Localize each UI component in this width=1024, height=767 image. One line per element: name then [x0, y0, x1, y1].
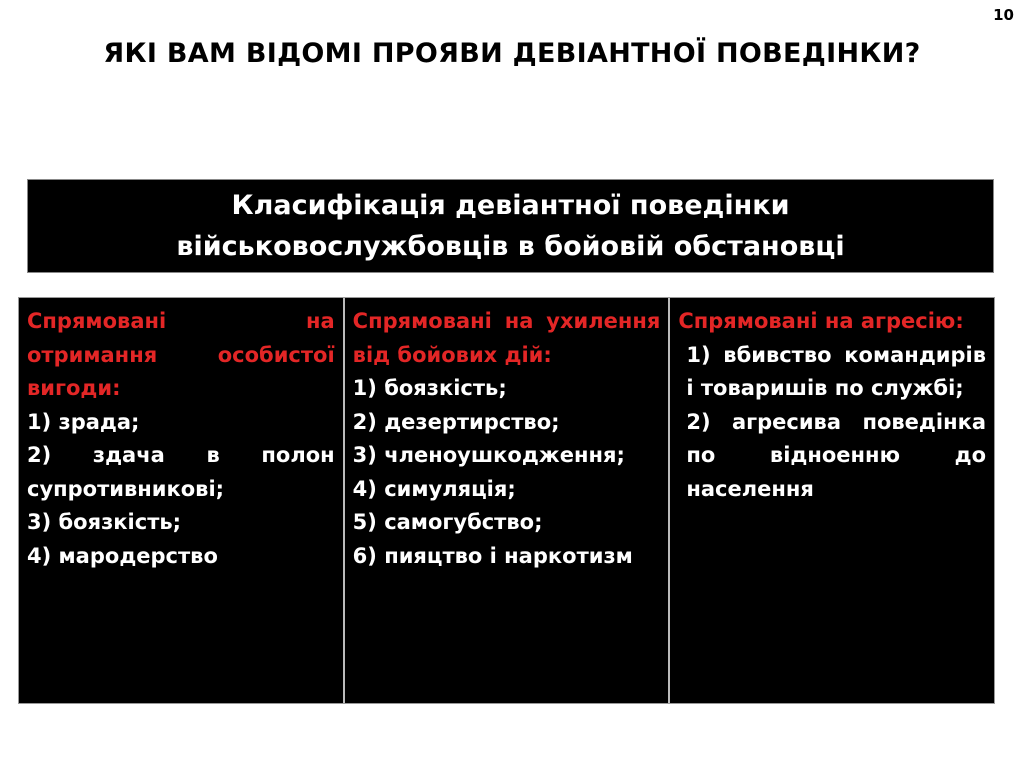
- classification-heading: [27, 179, 994, 273]
- list-item: 4) симуляція;: [352, 476, 516, 501]
- classification-columns: [18, 297, 995, 704]
- heading-line-1: Класифікація девіантної поведінки: [231, 190, 790, 221]
- list-item: 3) членоушкодження;: [352, 443, 625, 467]
- column-personal-gain: [19, 298, 345, 703]
- list-item: 4) мародерство: [27, 543, 218, 568]
- page-number: 10: [993, 6, 1014, 24]
- list-item: 2) здача в полон супротивникові;: [27, 443, 335, 501]
- list-item: 5) самогубство;: [352, 510, 543, 534]
- list-item: 1) боязкість;: [352, 376, 507, 400]
- column-aggression: [670, 298, 994, 703]
- list-item: 2) дезертирство;: [352, 409, 560, 434]
- list-item: 1) зрада;: [27, 409, 140, 434]
- column-head: Спрямовані на агресію:: [678, 309, 964, 333]
- list-item: 2) агресива поведінка по відноенню до населення: [686, 409, 987, 501]
- heading-line-2: військовослужбовців в бойовій обстановці: [176, 231, 845, 262]
- column-head: Спрямовані на ухилення від бойових дій:: [352, 309, 661, 367]
- list-item: 6) пияцтво і наркотизм: [352, 543, 633, 568]
- list-item: 3) боязкість;: [27, 510, 182, 534]
- list-item: 1) вбивство командирів і товаришів по службі;: [686, 342, 987, 400]
- column-head: Спрямовані на отримання особистої вигоди:: [27, 309, 335, 400]
- column-evasion: [345, 298, 671, 703]
- slide-title: ЯКІ ВАМ ВІДОМІ ПРОЯВИ ДЕВІАНТНОЇ ПОВЕДІНКИ?: [103, 38, 921, 69]
